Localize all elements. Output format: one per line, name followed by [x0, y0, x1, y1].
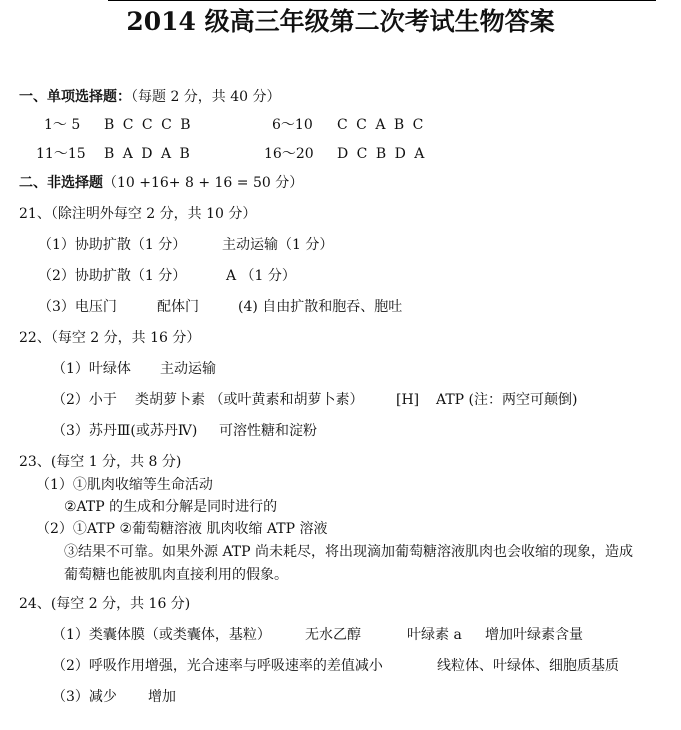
q24-answer: （1）类囊体膜（或类囊体，基粒）: [52, 627, 271, 643]
q24-answer: 无水乙醇: [305, 627, 361, 643]
q24-answer: 线粒体、叶绿体、细胞质基质: [437, 658, 619, 674]
q23-answer: （1）①肌肉收缩等生命活动: [36, 477, 213, 493]
q24-answer: 增加叶绿素含量: [485, 627, 583, 643]
q23-answer: （2）①ATP ②葡萄糖溶液 肌肉收缩 ATP 溶液: [36, 521, 328, 537]
q23-header: 23、(每空 1 分，共 8 分): [19, 454, 182, 470]
answer-letters: D C B D A: [337, 146, 425, 162]
answer-range: 6～10: [272, 117, 313, 133]
section2-heading: 二、非选择题: [19, 175, 103, 191]
q24-answer: （3）减少: [52, 689, 117, 705]
q22-answer: （1）叶绿体: [52, 361, 131, 377]
section1-heading-line: [19, 88, 281, 106]
q21-header: 21、（除注明外每空 2 分，共 10 分）: [19, 206, 257, 222]
answer-range: 16～20: [264, 146, 314, 162]
q24-answer: （2）呼吸作用增强，光合速率与呼吸速率的差值减小: [52, 658, 383, 674]
section2-heading-line: [19, 174, 303, 192]
q22-answer: 类胡萝卜素 （或叶黄素和胡萝卜素）: [135, 392, 364, 408]
answer-letters: B A D A B: [104, 146, 190, 162]
q23-answer: ③结果不可靠。如果外源 ATP 尚未耗尽，将出现滴加葡萄糖溶液肌肉也会收缩的现象，造成: [64, 544, 634, 560]
answer-letters: B C C C B: [104, 117, 191, 133]
q22-answer: ATP (注：两空可颠倒): [436, 392, 578, 408]
q22-header: 22、（每空 2 分，共 16 分）: [19, 330, 201, 346]
q22-answer: （2）小于: [52, 392, 117, 408]
q21-answer: A （1 分）: [226, 268, 296, 284]
q24-header: 24、(每空 2 分，共 16 分): [19, 596, 191, 612]
q23-answer: 葡萄糖也能被肌肉直接利用的假象。: [64, 567, 288, 583]
q22-answer: 可溶性糖和淀粉: [219, 423, 317, 439]
section1-note: （每题 2 分，共 40 分）: [131, 89, 281, 105]
answer-range: 1～ 5: [44, 117, 81, 133]
q21-answer: (4) 自由扩散和胞吞、胞吐: [238, 299, 403, 315]
q22-answer: 主动运输: [160, 361, 216, 377]
q23-answer: ②ATP 的生成和分解是同时进行的: [64, 499, 278, 515]
answer-letters: C C A B C: [337, 117, 424, 133]
q21-answer: （2）协助扩散（1 分）: [38, 268, 187, 284]
q22-answer: [H]: [396, 392, 420, 408]
q21-answer: 主动运输（1 分）: [222, 237, 334, 253]
q21-answer: （3）电压门: [38, 299, 117, 315]
q21-answer: （1）协助扩散（1 分）: [38, 237, 187, 253]
q22-answer: （3）苏丹Ⅲ(或苏丹Ⅳ): [52, 423, 198, 439]
q24-answer: 增加: [148, 689, 176, 705]
header-rule: [108, 0, 656, 1]
q24-answer: 叶绿素 a: [407, 627, 462, 643]
page-title: 2014 级高三年级第二次考试生物答案: [126, 7, 555, 36]
q21-answer: 配体门: [157, 299, 199, 315]
answer-range: 11～15: [36, 146, 86, 162]
section2-note: （10 +16+ 8 + 16 = 50 分）: [103, 175, 304, 191]
section1-heading: 一、单项选择题：: [19, 89, 131, 105]
